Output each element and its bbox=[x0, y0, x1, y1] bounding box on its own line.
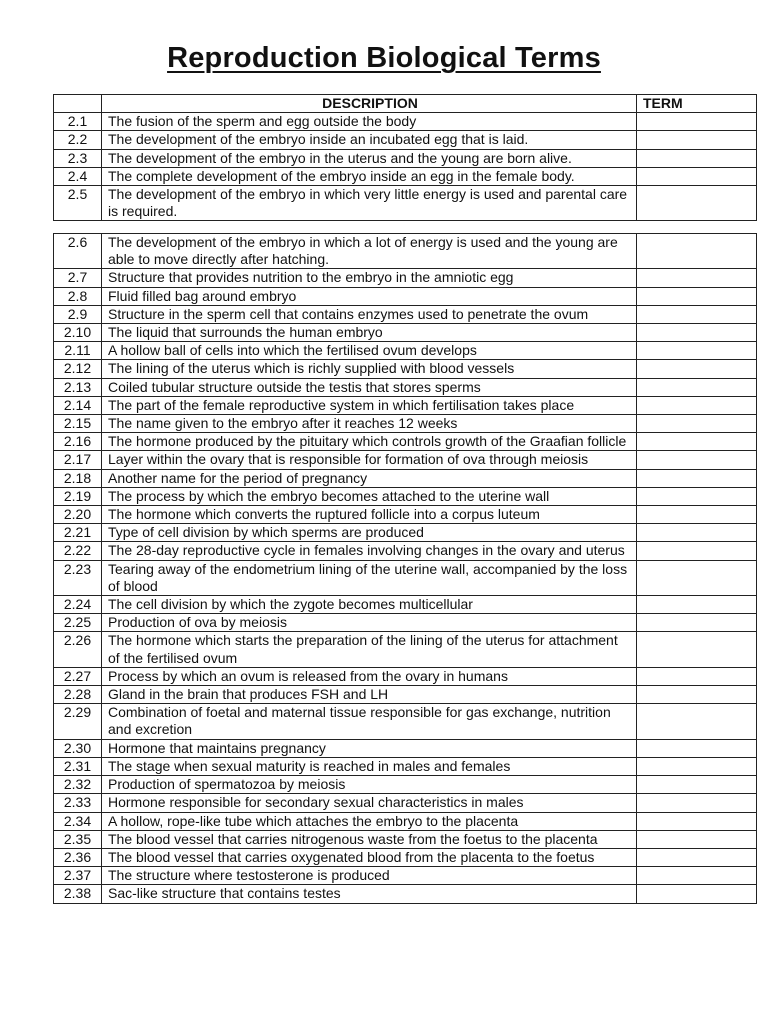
question-number: 2.36 bbox=[54, 848, 102, 866]
term-description: The hormone which starts the preparation of the lining of the uterus for attachment of the fertilised ovum bbox=[102, 632, 637, 667]
page-title: Reproduction Biological Terms bbox=[167, 42, 601, 74]
question-number: 2.1 bbox=[54, 113, 102, 131]
term-description: The cell division by which the zygote becomes multicellular bbox=[102, 596, 637, 614]
table-row bbox=[54, 757, 757, 775]
term-answer-cell[interactable] bbox=[637, 433, 757, 451]
table-row bbox=[54, 378, 757, 396]
question-number: 2.4 bbox=[54, 167, 102, 185]
term-answer-cell[interactable] bbox=[637, 776, 757, 794]
term-answer-cell[interactable] bbox=[637, 305, 757, 323]
question-number: 2.28 bbox=[54, 686, 102, 704]
question-number: 2.25 bbox=[54, 614, 102, 632]
term-description: The development of the embryo in the uterus and the young are born alive. bbox=[102, 149, 637, 167]
table-row bbox=[54, 506, 757, 524]
term-answer-cell[interactable] bbox=[637, 269, 757, 287]
question-number: 2.20 bbox=[54, 506, 102, 524]
term-answer-cell[interactable] bbox=[637, 342, 757, 360]
term-column-header: TERM bbox=[637, 95, 757, 113]
question-number: 2.16 bbox=[54, 433, 102, 451]
table-row bbox=[54, 186, 757, 221]
term-answer-cell[interactable] bbox=[637, 113, 757, 131]
question-number: 2.35 bbox=[54, 830, 102, 848]
term-description: Gland in the brain that produces FSH and LH bbox=[102, 686, 637, 704]
term-answer-cell[interactable] bbox=[637, 360, 757, 378]
term-answer-cell[interactable] bbox=[637, 542, 757, 560]
table-row bbox=[54, 596, 757, 614]
table-row bbox=[54, 469, 757, 487]
table-row bbox=[54, 305, 757, 323]
term-description: The fusion of the sperm and egg outside the body bbox=[102, 113, 637, 131]
term-answer-cell[interactable] bbox=[637, 560, 757, 595]
term-answer-cell[interactable] bbox=[637, 487, 757, 505]
table-row bbox=[54, 360, 757, 378]
table-row bbox=[54, 167, 757, 185]
term-description: The 28-day reproductive cycle in females involving changes in the ovary and uterus bbox=[102, 542, 637, 560]
term-answer-cell[interactable] bbox=[637, 596, 757, 614]
question-number: 2.32 bbox=[54, 776, 102, 794]
term-description: Production of ova by meiosis bbox=[102, 614, 637, 632]
table-row bbox=[54, 686, 757, 704]
term-answer-cell[interactable] bbox=[637, 469, 757, 487]
term-description: The development of the embryo in which a lot of energy is used and the young are able to move directly after hatching. bbox=[102, 234, 637, 269]
terms-table-1 bbox=[53, 94, 757, 221]
term-description: A hollow, rope-like tube which attaches the embryo to the placenta bbox=[102, 812, 637, 830]
question-number: 2.6 bbox=[54, 234, 102, 269]
terms-table-2 bbox=[53, 233, 757, 904]
question-number: 2.38 bbox=[54, 885, 102, 903]
term-description: The structure where testosterone is produced bbox=[102, 867, 637, 885]
term-answer-cell[interactable] bbox=[637, 131, 757, 149]
term-answer-cell[interactable] bbox=[637, 324, 757, 342]
term-description: The development of the embryo inside an incubated egg that is laid. bbox=[102, 131, 637, 149]
question-number: 2.3 bbox=[54, 149, 102, 167]
table-row bbox=[54, 867, 757, 885]
term-answer-cell[interactable] bbox=[637, 704, 757, 739]
question-number: 2.9 bbox=[54, 305, 102, 323]
term-answer-cell[interactable] bbox=[637, 167, 757, 185]
term-answer-cell[interactable] bbox=[637, 667, 757, 685]
table-row bbox=[54, 113, 757, 131]
table-row bbox=[54, 131, 757, 149]
term-description: Type of cell division by which sperms are produced bbox=[102, 524, 637, 542]
question-number: 2.8 bbox=[54, 287, 102, 305]
table-row bbox=[54, 433, 757, 451]
question-number: 2.31 bbox=[54, 757, 102, 775]
term-answer-cell[interactable] bbox=[637, 632, 757, 667]
term-answer-cell[interactable] bbox=[637, 149, 757, 167]
term-answer-cell[interactable] bbox=[637, 506, 757, 524]
term-answer-cell[interactable] bbox=[637, 378, 757, 396]
term-answer-cell[interactable] bbox=[637, 848, 757, 866]
table-row bbox=[54, 396, 757, 414]
term-answer-cell[interactable] bbox=[637, 396, 757, 414]
question-number: 2.5 bbox=[54, 186, 102, 221]
question-number: 2.29 bbox=[54, 704, 102, 739]
term-description: The liquid that surrounds the human embryo bbox=[102, 324, 637, 342]
table-row bbox=[54, 287, 757, 305]
term-description: The blood vessel that carries oxygenated blood from the placenta to the foetus bbox=[102, 848, 637, 866]
table-row bbox=[54, 342, 757, 360]
term-description: The stage when sexual maturity is reached in males and females bbox=[102, 757, 637, 775]
question-number: 2.21 bbox=[54, 524, 102, 542]
question-number: 2.7 bbox=[54, 269, 102, 287]
question-number: 2.30 bbox=[54, 739, 102, 757]
term-answer-cell[interactable] bbox=[637, 614, 757, 632]
table-row bbox=[54, 451, 757, 469]
term-description: A hollow ball of cells into which the fertilised ovum develops bbox=[102, 342, 637, 360]
question-number: 2.23 bbox=[54, 560, 102, 595]
table-row bbox=[54, 324, 757, 342]
term-description: Hormone responsible for secondary sexual characteristics in males bbox=[102, 794, 637, 812]
term-answer-cell[interactable] bbox=[637, 186, 757, 221]
term-description: The complete development of the embryo inside an egg in the female body. bbox=[102, 167, 637, 185]
table-row bbox=[54, 149, 757, 167]
term-description: Process by which an ovum is released from the ovary in humans bbox=[102, 667, 637, 685]
term-description: Sac-like structure that contains testes bbox=[102, 885, 637, 903]
number-column-header bbox=[54, 95, 102, 113]
table-row bbox=[54, 739, 757, 757]
term-description: The lining of the uterus which is richly supplied with blood vessels bbox=[102, 360, 637, 378]
term-answer-cell[interactable] bbox=[637, 830, 757, 848]
table-row bbox=[54, 830, 757, 848]
question-number: 2.14 bbox=[54, 396, 102, 414]
term-description: Combination of foetal and maternal tissue responsible for gas exchange, nutrition and excretion bbox=[102, 704, 637, 739]
table-row bbox=[54, 560, 757, 595]
question-number: 2.33 bbox=[54, 794, 102, 812]
term-description: Tearing away of the endometrium lining of the uterine wall, accompanied by the loss of blood bbox=[102, 560, 637, 595]
question-number: 2.26 bbox=[54, 632, 102, 667]
question-number: 2.10 bbox=[54, 324, 102, 342]
table-row bbox=[54, 234, 757, 269]
term-description: The part of the female reproductive system in which fertilisation takes place bbox=[102, 396, 637, 414]
term-description: Layer within the ovary that is responsible for formation of ova through meiosis bbox=[102, 451, 637, 469]
question-number: 2.22 bbox=[54, 542, 102, 560]
term-answer-cell[interactable] bbox=[637, 287, 757, 305]
term-description: Another name for the period of pregnancy bbox=[102, 469, 637, 487]
term-description: The name given to the embryo after it reaches 12 weeks bbox=[102, 415, 637, 433]
question-number: 2.27 bbox=[54, 667, 102, 685]
table-row bbox=[54, 812, 757, 830]
table-row bbox=[54, 524, 757, 542]
question-number: 2.24 bbox=[54, 596, 102, 614]
question-number: 2.13 bbox=[54, 378, 102, 396]
term-description: Fluid filled bag around embryo bbox=[102, 287, 637, 305]
table-row bbox=[54, 704, 757, 739]
term-answer-cell[interactable] bbox=[637, 885, 757, 903]
table-row bbox=[54, 542, 757, 560]
table-row bbox=[54, 885, 757, 903]
term-description: The development of the embryo in which very little energy is used and parental care is required. bbox=[102, 186, 637, 221]
term-answer-cell[interactable] bbox=[637, 794, 757, 812]
term-answer-cell[interactable] bbox=[637, 739, 757, 757]
term-description: Structure that provides nutrition to the embryo in the amniotic egg bbox=[102, 269, 637, 287]
term-description: Hormone that maintains pregnancy bbox=[102, 739, 637, 757]
question-number: 2.2 bbox=[54, 131, 102, 149]
table-row bbox=[54, 614, 757, 632]
term-description: The hormone produced by the pituitary which controls growth of the Graafian follicle bbox=[102, 433, 637, 451]
description-column-header: DESCRIPTION bbox=[102, 95, 637, 113]
question-number: 2.34 bbox=[54, 812, 102, 830]
term-description: Coiled tubular structure outside the testis that stores sperms bbox=[102, 378, 637, 396]
term-answer-cell[interactable] bbox=[637, 757, 757, 775]
table-row bbox=[54, 848, 757, 866]
question-number: 2.17 bbox=[54, 451, 102, 469]
term-description: The process by which the embryo becomes attached to the uterine wall bbox=[102, 487, 637, 505]
table-header-row bbox=[54, 95, 757, 113]
question-number: 2.15 bbox=[54, 415, 102, 433]
table-row bbox=[54, 415, 757, 433]
term-answer-cell[interactable] bbox=[637, 812, 757, 830]
term-description: Structure in the sperm cell that contains enzymes used to penetrate the ovum bbox=[102, 305, 637, 323]
table-row bbox=[54, 776, 757, 794]
table-row bbox=[54, 794, 757, 812]
question-number: 2.37 bbox=[54, 867, 102, 885]
question-number: 2.18 bbox=[54, 469, 102, 487]
term-answer-cell[interactable] bbox=[637, 686, 757, 704]
term-answer-cell[interactable] bbox=[637, 524, 757, 542]
question-number: 2.11 bbox=[54, 342, 102, 360]
term-description: Production of spermatozoa by meiosis bbox=[102, 776, 637, 794]
term-answer-cell[interactable] bbox=[637, 415, 757, 433]
term-description: The hormone which converts the ruptured follicle into a corpus luteum bbox=[102, 506, 637, 524]
table-row bbox=[54, 632, 757, 667]
term-answer-cell[interactable] bbox=[637, 451, 757, 469]
term-description: The blood vessel that carries nitrogenous waste from the foetus to the placenta bbox=[102, 830, 637, 848]
term-answer-cell[interactable] bbox=[637, 234, 757, 269]
table-row bbox=[54, 667, 757, 685]
question-number: 2.12 bbox=[54, 360, 102, 378]
table-row bbox=[54, 269, 757, 287]
table-row bbox=[54, 487, 757, 505]
question-number: 2.19 bbox=[54, 487, 102, 505]
term-answer-cell[interactable] bbox=[637, 867, 757, 885]
